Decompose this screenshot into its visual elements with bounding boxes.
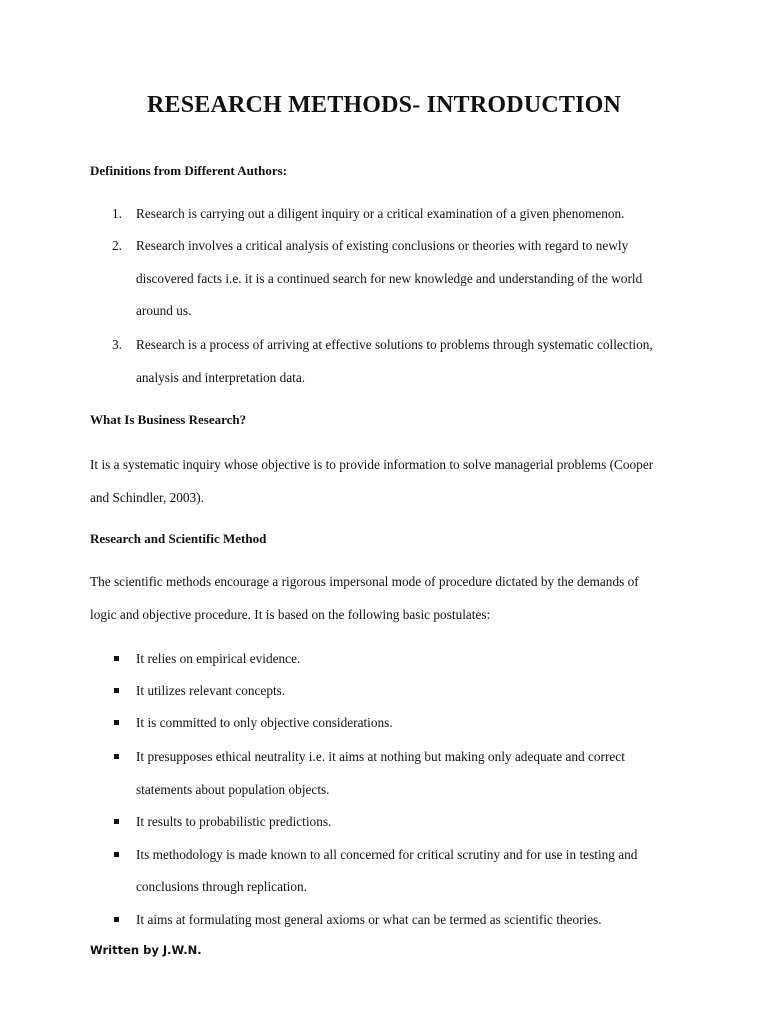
list-item-text: It presupposes ethical neutrality i.e. it aims at nothing but making only adequate and correct (136, 749, 625, 764)
list-item-text: Research involves a critical analysis of existing conclusions or theories with regard to newly (136, 238, 629, 253)
list-item-text: It aims at formulating most general axioms or what can be termed as scientific theories. (136, 912, 602, 927)
list-item-text: discovered facts i.e. it is a continued search for new knowledge and understanding of the world (136, 271, 643, 286)
scientific-method-text: logic and objective procedure. It is based on the following basic postulates: (90, 607, 491, 622)
definitions-heading: Definitions from Different Authors: (90, 163, 288, 178)
list-item-text: It results to probabilistic predictions. (136, 814, 332, 829)
bullet-icon (114, 819, 119, 824)
list-item-number: 2. (112, 238, 122, 253)
scientific-method-text: The scientific methods encourage a rigorous impersonal mode of procedure dictated by the demands of (90, 574, 639, 589)
list-item-text: analysis and interpretation data. (136, 370, 306, 385)
footer-author: Written by J.W.N. (90, 943, 202, 957)
business-research-heading: What Is Business Research? (90, 412, 247, 427)
bullet-icon (114, 656, 119, 661)
list-item-text: Research is carrying out a diligent inquiry or a critical examination of a given phenomenon. (136, 206, 625, 221)
bullet-icon (114, 754, 119, 759)
list-item-text: around us. (136, 303, 192, 318)
bullet-icon (114, 852, 119, 857)
bullet-icon (114, 688, 119, 693)
list-item-text: Research is a process of arriving at effective solutions to problems through systematic collection, (136, 337, 653, 352)
page-title: RESEARCH METHODS- INTRODUCTION (146, 92, 622, 118)
business-research-text: and Schindler, 2003). (90, 490, 204, 505)
list-item-text: It relies on empirical evidence. (136, 651, 301, 666)
bullet-icon (114, 720, 119, 725)
list-item-number: 1. (112, 206, 122, 221)
business-research-text: It is a systematic inquiry whose objective is to provide information to solve managerial problems (Cooper (90, 457, 654, 472)
scientific-method-heading: Research and Scientific Method (90, 531, 267, 546)
list-item-text: It is committed to only objective considerations. (136, 715, 393, 730)
list-item-text: Its methodology is made known to all concerned for critical scrutiny and for use in testing and (136, 847, 638, 862)
bullet-icon (114, 917, 119, 922)
list-item-text: statements about population objects. (136, 782, 330, 797)
list-item-text: It utilizes relevant concepts. (136, 683, 286, 698)
list-item-text: conclusions through replication. (136, 879, 307, 894)
list-item-number: 3. (112, 337, 122, 352)
